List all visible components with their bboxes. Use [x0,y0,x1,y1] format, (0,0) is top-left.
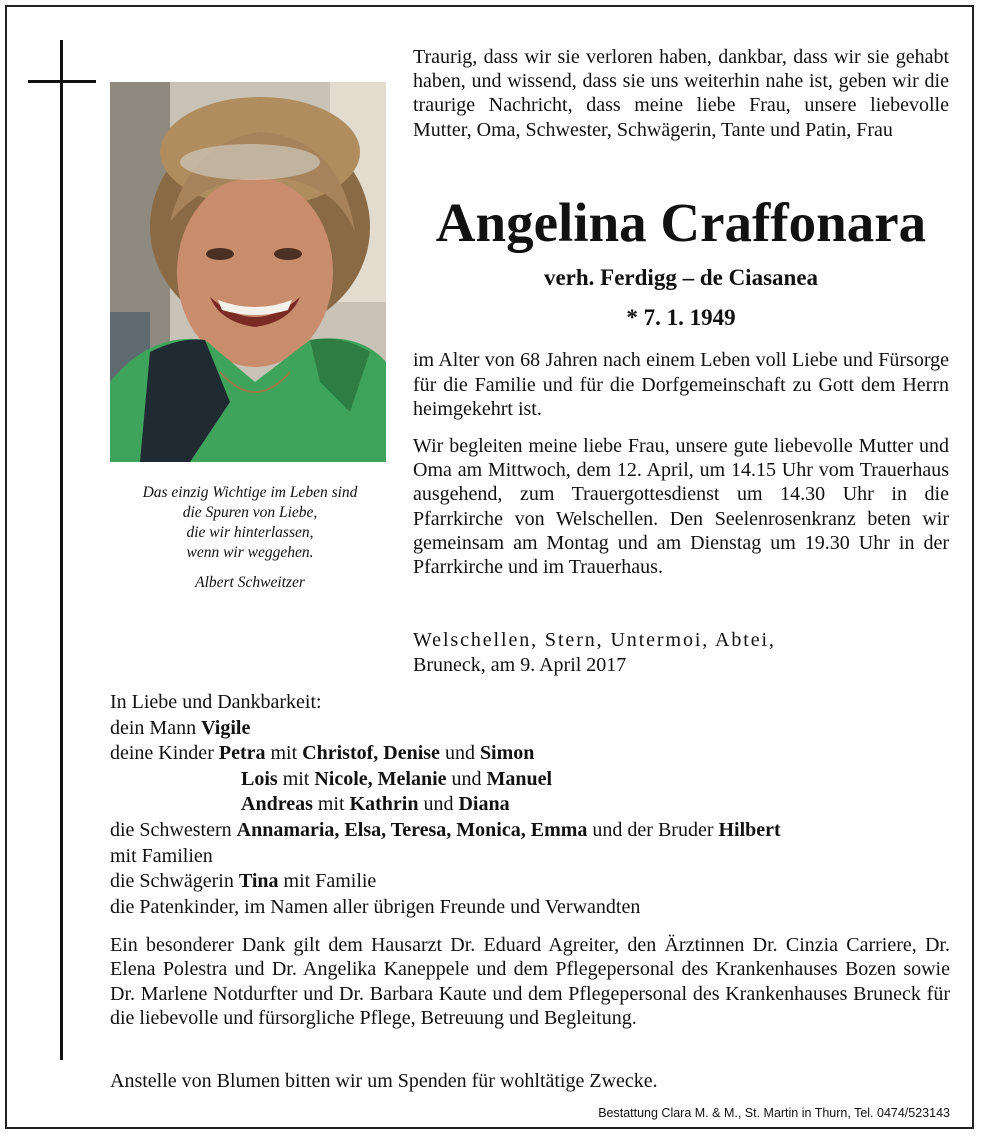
siblings-row: die Schwestern Annamaria, Elsa, Teresa, Monica, Emma und der Bruder Hilbert [110,818,781,841]
children-row: Lois mit Nicole, Melanie und Manuel [241,767,553,790]
husband-name: Vigile [201,716,251,739]
quote-line: Das einzig Wichtige im Leben sind [142,484,358,501]
quote-line: die Spuren von Liebe, [182,504,318,521]
quote-line: wenn wir weggehen. [186,544,314,561]
children-row: deine Kinder Petra mit Christof, Denise und Simon [110,742,535,765]
place-line: Welschellen, Stern, Untermoi, Abtei, [413,629,776,651]
place-line: Bruneck, am 9. April 2017 [413,654,627,676]
portrait-photo [110,82,386,462]
families-row: mit Familien [110,844,213,867]
age-paragraph: im Alter von 68 Jahren nach einem Leben voll Liebe und Fürsorge für die Familie und für die Dorfgemeinschaft zu Gott dem Herrn heimgekehrt ist. [413,349,949,420]
birth-date: * 7. 1. 1949 [626,305,736,330]
funeral-home-footer: Bestattung Clara M. & M., St. Martin in Thurn, Tel. 0474/523143 [598,1106,950,1120]
deceased-name: Angelina Craffonara [435,192,927,253]
children-row: Andreas mit Kathrin und Diana [241,793,510,816]
sister-in-law-row: die Schwägerin Tina mit Familie [110,870,377,893]
married-name: verh. Ferdigg – de Ciasanea [543,265,819,290]
husband-row: dein Mann Vigile [110,716,251,739]
thanks-paragraph: Ein besonderer Dank gilt dem Hausarzt Dr. Eduard Agreiter, den Ärztinnen Dr. Cinzia Carriere, Dr. Elena Polestra und Dr. Angelika Kaneppele und dem Pflegepersonal des Krankenhauses Bozen sowie Dr. Marlene Notdurfter und Dr. Barbara Kaute und dem Pflegepersonal des Krankenhauses Bruneck für die liebevolle und fürsorgliche Pflege, Betreuung und Begleitung. [110,934,950,1030]
godchildren-row: die Patenkinder, im Namen aller übrigen Freunde und Verwandten [110,895,641,918]
signers-block [110,690,960,920]
signers-heading: In Liebe und Dankbarkeit: [110,691,322,713]
quote-author: Albert Schweitzer [195,574,305,591]
place-date [413,628,949,678]
quote-line: die wir hinterlassen, [186,524,314,541]
flowers-note: Anstelle von Blumen bitten wir um Spenden für wohltätige Zwecke. [110,1070,658,1092]
funeral-paragraph: Wir begleiten meine liebe Frau, unsere gute liebevolle Mutter und Oma am Mittwoch, dem 12. April, um 14.15 Uhr vom Trauerhaus ausgehend, zum Trauergottesdienst um 14.30 Uhr in die Pfarrkirche von Welschellen. Den Seelenrosenkranz beten wir gemeinsam am Montag und am Dienstag um 19.30 Uhr in der Pfarrkirche und im Trauerhaus. [413,435,949,579]
intro-paragraph: Traurig, dass wir sie verloren haben, dankbar, dass wir sie gehabt haben, und wissend, dass sie uns weiterhin nahe ist, geben wir die traurige Nachricht, dass meine liebe Frau, unsere liebevolle Mutter, Oma, Schwester, Schwägerin, Tante und Patin, Frau [413,46,949,141]
quote-block [100,483,400,593]
